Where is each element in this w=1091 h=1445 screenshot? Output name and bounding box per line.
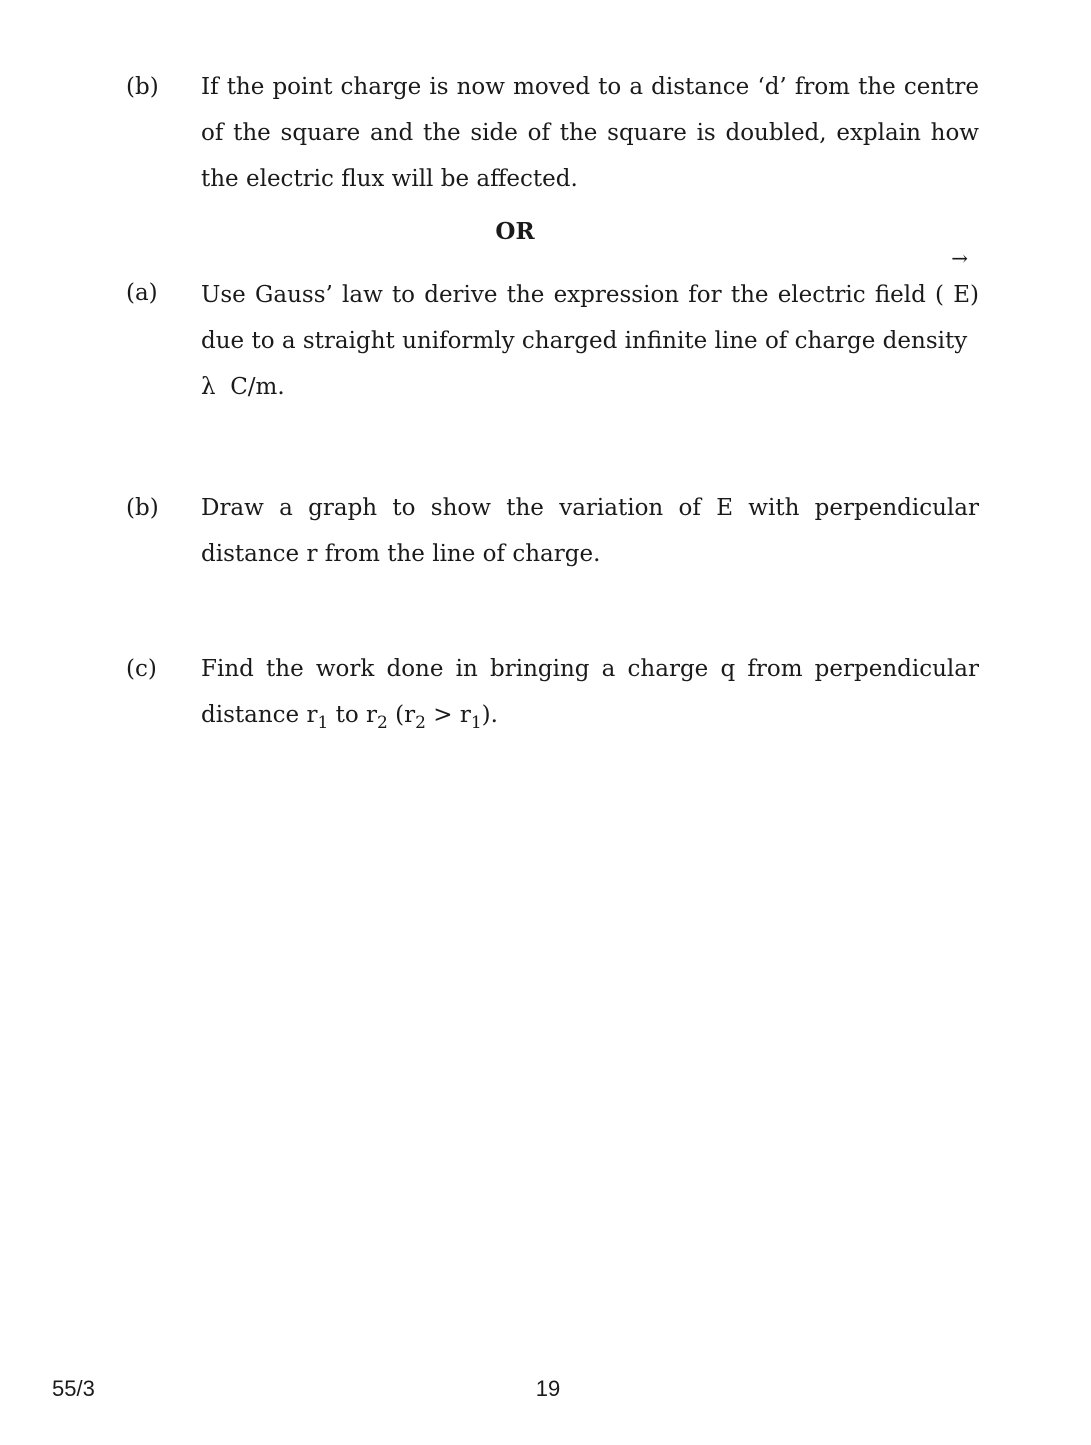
text-segment: to r (328, 702, 377, 728)
part-label: (b) (126, 495, 159, 521)
text-segment: ) due to a straight uniformly charged infinite line of charge density (201, 282, 979, 354)
part-label: (b) (126, 74, 159, 100)
subscript: 2 (415, 713, 426, 733)
vector-e (951, 246, 971, 318)
part-label: (c) (126, 656, 157, 682)
text-segment: Use Gauss’ law to derive the expression for the electric field ( (201, 282, 945, 308)
subscript: 1 (470, 713, 482, 733)
question-text (201, 646, 979, 738)
text-segment: ). (481, 702, 498, 728)
text-segment: Find the work done in bringing a charge q from perpendicular distance r (201, 656, 979, 728)
question-text (201, 246, 979, 410)
question-text: If the point charge is now moved to a distance ‘d’ from the centre of the square and the side of the square is doubled, explain how the electric flux will be affected. (201, 74, 979, 192)
paper-code: 55/3 (52, 1376, 95, 1401)
vector-arrow-icon: → (951, 246, 968, 270)
question-text: Draw a graph to show the variation of E with perpendicular distance r from the line of charge. (201, 495, 979, 567)
or-divider: OR (495, 218, 535, 245)
text-segment: (r (387, 702, 416, 728)
page-number: 19 (535, 1376, 561, 1401)
part-label: (a) (126, 280, 158, 306)
subscript: 1 (317, 713, 329, 733)
vector-symbol: E (953, 282, 971, 308)
subscript: 2 (377, 713, 388, 733)
unit-text: C/m. (230, 374, 285, 400)
lambda-symbol: λ (201, 374, 216, 400)
text-segment: > r (425, 702, 471, 728)
